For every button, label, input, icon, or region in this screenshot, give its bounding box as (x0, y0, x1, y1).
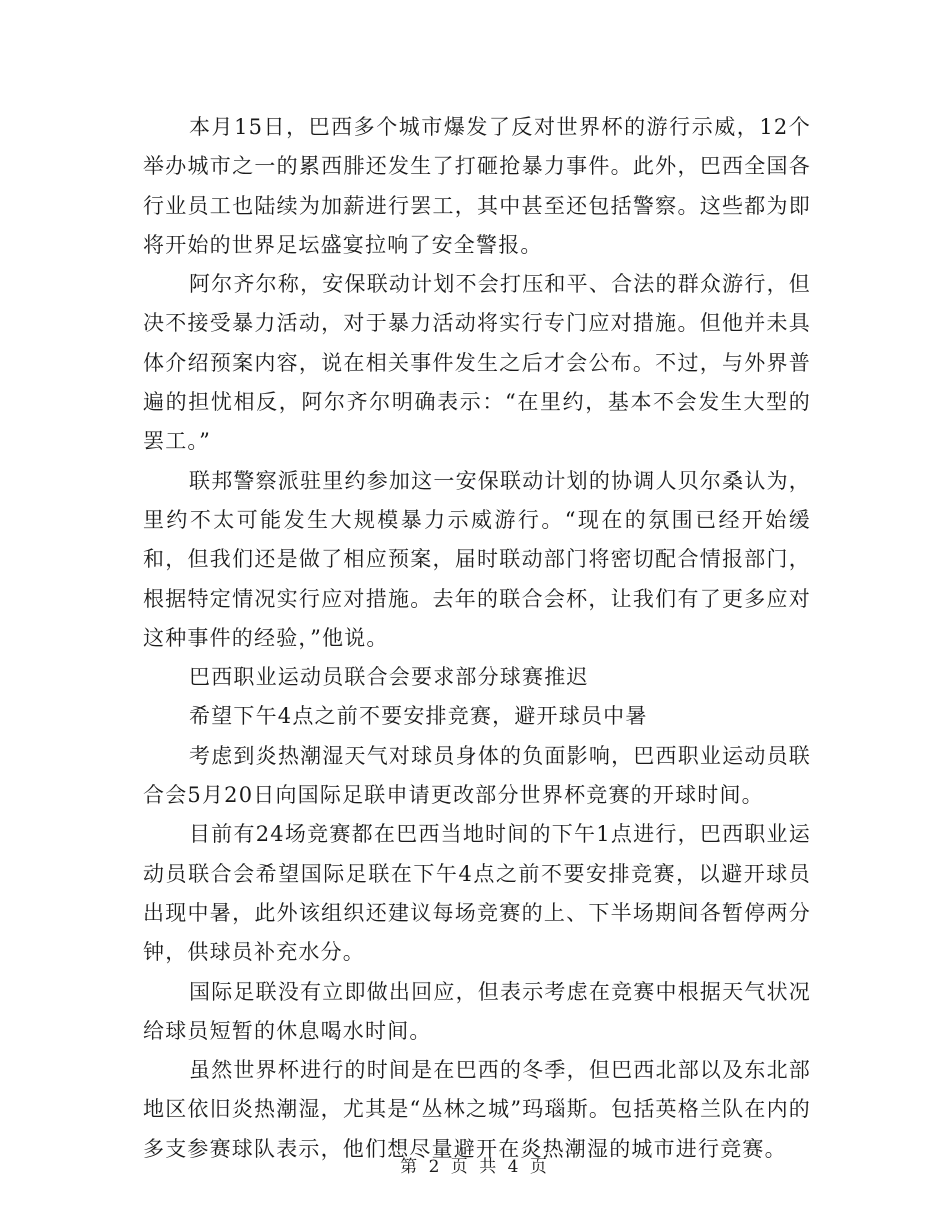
paragraph-federal-police: 联邦警察派驻里约参加这一安保联动计划的协调人贝尔桑认为，里约不太可能发生大规模暴力示威游行。“现在的氛围已经开始缓和，但我们还是做了相应预案，届时联动部门将密切配合情报部门，根据特定情况实行应对措施。去年的联合会杯，让我们有了更多应对这种事件的经验，”他说。 (143, 468, 811, 650)
paragraph-winter-climate: 虽然世界杯进行的时间是在巴西的冬季，但巴西北部以及东北部地区依旧炎热潮湿，尤其是“丛林之城”玛瑙斯。包括英格兰队在内的多支参赛球队表示，他们想尽量避开在炎热潮湿的城市进行竞赛。 (143, 1058, 811, 1161)
paragraph-heat-concern: 考虑到炎热潮湿天气对球员身体的负面影响，巴西职业运动员联合会5月20日向国际足联申请更改部分世界杯竞赛的开球时间。 (143, 743, 811, 808)
page-number-footer: 第 2 页 共 4 页 (400, 1157, 550, 1177)
section-heading: 巴西职业运动员联合会要求部分球赛推迟 (189, 665, 589, 690)
paragraph-alzir-statement: 阿尔齐尔称，安保联动计划不会打压和平、合法的群众游行，但决不接受暴力活动，对于暴力活动将实行专门应对措施。但他并未具体介绍预案内容，说在相关事件发生之后才会公布。不过，与外界普遍的担忧相反，阿尔齐尔明确表示：“在里约，基本不会发生大型的罢工。” (143, 272, 811, 454)
section-subheading: 希望下午4点之前不要安排竞赛，避开球员中暑 (189, 704, 648, 729)
paragraph-match-times: 目前有24场竞赛都在巴西当地时间的下午1点进行，巴西职业运动员联合会希望国际足联在下午4点之前不要安排竞赛，以避开球员出现中暑，此外该组织还建议每场竞赛的上、下半场期间各暂停两分钟，供球员补充水分。 (143, 822, 811, 965)
paragraph-fifa-response: 国际足联没有立即做出回应，但表示考虑在竞赛中根据天气状况给球员短暂的休息喝水时间。 (143, 979, 811, 1043)
document-body (143, 108, 811, 1169)
paragraph-protests: 本月15日，巴西多个城市爆发了反对世界杯的游行示威，12个举办城市之一的累西腓还发生了打砸抢暴力事件。此外，巴西全国各行业员工也陆续为加薪进行罢工，其中甚至还包括警察。这些都为即将开始的世界足坛盛宴拉响了安全警报。 (143, 115, 811, 257)
